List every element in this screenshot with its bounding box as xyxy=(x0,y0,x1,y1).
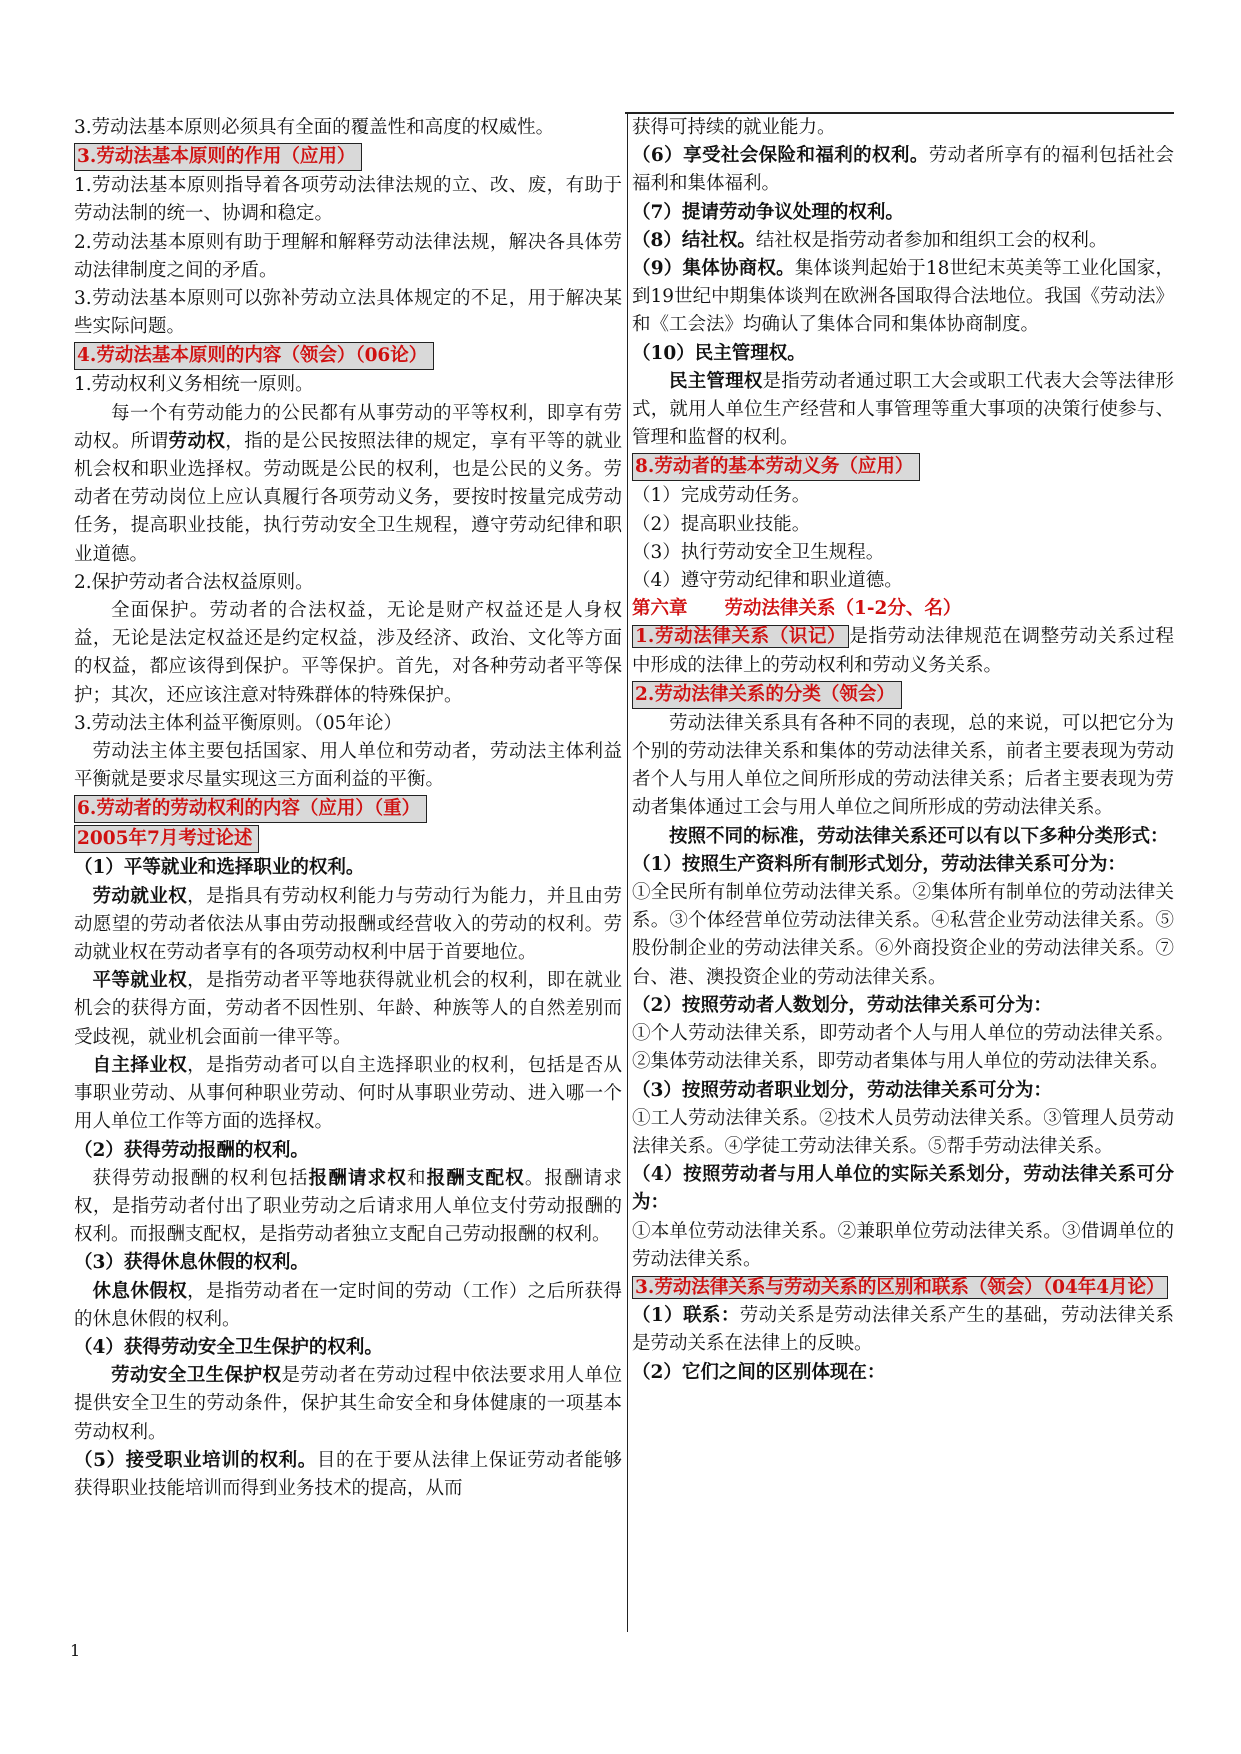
paragraph xyxy=(74,400,622,569)
item-heading: （7）提请劳动争议处理的权利。 xyxy=(632,201,904,223)
section-subheading: 2005年7月考过论述 xyxy=(74,825,259,853)
paragraph: 按照不同的标准，劳动法律关系还可以有以下多种分类形式： xyxy=(669,825,1169,847)
page-number: 1 xyxy=(70,1641,81,1660)
section-heading: 8.劳动者的基本劳动义务（应用） xyxy=(632,453,920,481)
paragraph xyxy=(74,1278,622,1334)
paragraph xyxy=(632,142,1174,198)
paragraph: 3.劳动法基本原则必须具有全面的覆盖性和高度的权威性。 xyxy=(74,117,555,138)
bold-term: 报酬请求权 xyxy=(308,1167,407,1189)
paragraph xyxy=(632,227,1174,255)
paragraph: 1.劳动法基本原则指导着各项劳动法律法规的立、改、废，有助于劳动法制的统一、协调和稳定。 xyxy=(74,175,622,225)
text: 是指劳动法律规范在调整劳动关系过程中形成的法律上的劳动权利和劳动义务关系。 xyxy=(632,626,1174,676)
list-item: （4）遵守劳动纪律和职业道德。 xyxy=(632,570,903,592)
bold-term: 劳动权 xyxy=(168,430,226,452)
bold-term: 报酬支配权 xyxy=(426,1167,525,1189)
paragraph: ①全民所有制单位劳动法律关系。②集体所有制单位的劳动法律关系。③个体经营单位劳动法律关系。④私营企业劳动法律关系。⑤股份制企业的劳动法律关系。⑥外商投资企业的劳动法律关系。⑦台、港、澳投资企业的劳动法律关系。 xyxy=(632,882,1174,988)
text: 。报酬请求权，是指劳动者付出了职业劳动之后请求用人单位支付劳动报酬的权利。而报酬支配权，是指劳动者独立支配自己劳动报酬的权利。 xyxy=(74,1167,622,1246)
text: 集体谈判起始于18世纪末英美等工业化国家，到19世纪中期集体谈判在欧洲各国取得合法地位。我国《劳动法》和《工会法》均确认了集体合同和集体协商制度。 xyxy=(632,258,1174,336)
text: 目的在于要从法律上保证劳动者能够获得职业技能培训而得到业务技术的提高，从而 xyxy=(74,1449,622,1499)
section-heading: 1.劳动法律关系（识记） xyxy=(632,625,849,648)
paragraph: ①工人劳动法律关系。②技术人员劳动法律关系。③管理人员劳动法律关系。④学徒工劳动法律关系。⑤帮手劳动法律关系。 xyxy=(632,1107,1174,1157)
paragraph xyxy=(74,1447,622,1503)
paragraph xyxy=(632,1302,1174,1358)
section-heading: 3.劳动法律关系与劳动关系的区别和联系（领会）（04年4月论） xyxy=(632,1276,1168,1299)
paragraph xyxy=(74,1052,622,1137)
paragraph xyxy=(632,623,1174,679)
section-heading: 6.劳动者的劳动权利的内容（应用）（重） xyxy=(74,795,427,823)
list-item: （2）提高职业技能。 xyxy=(632,513,811,535)
section-heading: 3.劳动法基本原则的作用（应用） xyxy=(74,143,362,171)
text: 是指劳动者通过职工大会或职工代表大会等法律形式，就用人单位生产经营和人事管理等重大事项的决策行使参与、管理和监督的权利。 xyxy=(632,370,1174,449)
item-heading: （2）获得劳动报酬的权利。 xyxy=(74,1139,309,1161)
bold-term: （1）联系： xyxy=(632,1305,740,1327)
paragraph: 1.劳动权利义务相统一原则。 xyxy=(74,374,314,396)
paragraph: 劳动法律关系具有各种不同的表现，总的来说，可以把它分为个别的劳动法律关系和集体的劳动法律关系，前者主要表现为劳动者个人与用人单位之间所形成的劳动法律关系；后者主要表现为劳动者集体通过工会与用人单位之间所形成的劳动法律关系。 xyxy=(632,712,1174,819)
paragraph: 3.劳动法基本原则可以弥补劳动立法具体规定的不足，用于解决某些实际问题。 xyxy=(74,288,622,338)
paragraph: 劳动法主体主要包括国家、用人单位和劳动者，劳动法主体利益平衡就是要求尽量实现这三方面利益的平衡。 xyxy=(74,741,622,791)
text: 是劳动者在劳动过程中依法要求用人单位提供安全卫生的劳动条件，保护其生命安全和身体健康的一项基本劳动权利。 xyxy=(74,1365,622,1443)
bold-term: 平等就业权 xyxy=(92,970,188,992)
item-heading: （4）按照劳动者与用人单位的实际关系划分，劳动法律关系可分为： xyxy=(632,1164,1174,1214)
text: 劳动关系是劳动法律关系产生的基础，劳动法律关系是劳动关系在法律上的反映。 xyxy=(632,1305,1174,1355)
item-heading: （3）获得休息休假的权利。 xyxy=(74,1252,309,1274)
text: ，是指劳动者在一定时间的劳动（工作）之后所获得的休息休假的权利。 xyxy=(74,1280,622,1330)
paragraph xyxy=(632,368,1174,453)
paragraph: 3.劳动法主体利益平衡原则。（05年论） xyxy=(74,712,402,734)
paragraph xyxy=(74,1362,622,1447)
text: 和 xyxy=(406,1167,427,1189)
bold-term: 劳动安全卫生保护权 xyxy=(111,1365,282,1387)
item-heading: （4）获得劳动安全卫生保护的权利。 xyxy=(74,1336,383,1358)
left-column xyxy=(74,114,622,1503)
section-heading-wrap xyxy=(632,1274,1174,1302)
bold-term: （5）接受职业培训的权利。 xyxy=(74,1449,317,1471)
section-heading: 2.劳动法律关系的分类（领会） xyxy=(632,681,902,709)
section-heading: 4.劳动法基本原则的内容（领会）（06论） xyxy=(74,342,434,370)
paragraph: 获得可持续的就业能力。 xyxy=(632,117,836,138)
paragraph xyxy=(74,1165,622,1250)
bold-term: 休息休假权 xyxy=(92,1280,188,1302)
paragraph: ①本单位劳动法律关系。②兼职单位劳动法律关系。③借调单位的劳动法律关系。 xyxy=(632,1220,1174,1270)
paragraph xyxy=(74,883,622,968)
item-heading: （10）民主管理权。 xyxy=(632,342,806,364)
item-heading: （1）平等就业和选择职业的权利。 xyxy=(74,857,365,879)
text: 每一个有劳动能力的公民都有从事劳动的平等权利，即享有劳动权。所谓 xyxy=(74,402,622,452)
paragraph: 2.劳动法基本原则有助于理解和解释劳动法律法规，解决各具体劳动法律制度之间的矛盾。 xyxy=(74,231,622,281)
bold-term: （6）享受社会保险和福利的权利。 xyxy=(632,145,929,167)
item-heading: （2）按照劳动者人数划分，劳动法律关系可分为： xyxy=(632,994,1052,1016)
item-heading: （1）按照生产资料所有制形式划分，劳动法律关系可分为： xyxy=(632,853,1126,875)
bold-term: 自主择业权 xyxy=(92,1054,188,1076)
column-divider xyxy=(627,112,628,1632)
item-heading: （2）它们之间的区别体现在： xyxy=(632,1361,886,1383)
paragraph xyxy=(632,255,1174,340)
right-column xyxy=(632,114,1174,1387)
paragraph: 2.保护劳动者合法权益原则。 xyxy=(74,571,314,593)
bold-term: 民主管理权 xyxy=(669,370,763,392)
item-heading: （3）按照劳动者职业划分，劳动法律关系可分为： xyxy=(632,1079,1052,1101)
text: 结社权是指劳动者参加和组织工会的权利。 xyxy=(755,229,1108,251)
list-item: （3）执行劳动安全卫生规程。 xyxy=(632,541,885,563)
bold-term: （8）结社权。 xyxy=(632,229,756,251)
list-item: （1）完成劳动任务。 xyxy=(632,485,811,507)
paragraph: 全面保护。劳动者的合法权益，无论是财产权益还是人身权益，无论是法定权益还是约定权益，涉及经济、政治、文化等方面的权益，都应该得到保护。平等保护。首先，对各种劳动者平等保护；其次，还应该注意对特殊群体的特殊保护。 xyxy=(74,600,622,706)
text: ，是指劳动者可以自主选择职业的权利，包括是否从事职业劳动、从事何种职业劳动、何时从事职业劳动、进入哪一个用人单位工作等方面的选择权。 xyxy=(74,1054,622,1133)
paragraph xyxy=(74,967,622,1052)
text: ，指的是公民按照法律的规定，享有平等的就业机会权和职业选择权。劳动既是公民的权利，也是公民的义务。劳动者在劳动岗位上应认真履行各项劳动义务，要按时按量完成劳动任务，提高职业技能，执行劳动安全卫生规程，遵守劳动纪律和职业道德。 xyxy=(74,430,622,565)
bold-term: （9）集体协商权。 xyxy=(632,258,795,280)
text: 获得劳动报酬的权利包括 xyxy=(92,1167,309,1189)
text: ，是指具有劳动权利能力与劳动行为能力，并且由劳动愿望的劳动者依法从事由劳动报酬或经营收入的劳动的权利。劳动就业权在劳动者享有的各项劳动权利中居于首要地位。 xyxy=(74,885,622,964)
text: ，是指劳动者平等地获得就业机会的权利，即在就业机会的获得方面，劳动者不因性别、年龄、种族等人的自然差别而受歧视，就业机会面前一律平等。 xyxy=(74,970,622,1048)
bold-term: 劳动就业权 xyxy=(92,885,188,907)
text: 劳动者所享有的福利包括社会福利和集体福利。 xyxy=(632,145,1174,195)
paragraph: ①个人劳动法律关系，即劳动者个人与用人单位的劳动法律关系。②集体劳动法律关系，即劳动者集体与用人单位的劳动法律关系。 xyxy=(632,1023,1174,1073)
chapter-heading: 第六章 劳动法律关系（1-2分、名） xyxy=(632,598,962,620)
